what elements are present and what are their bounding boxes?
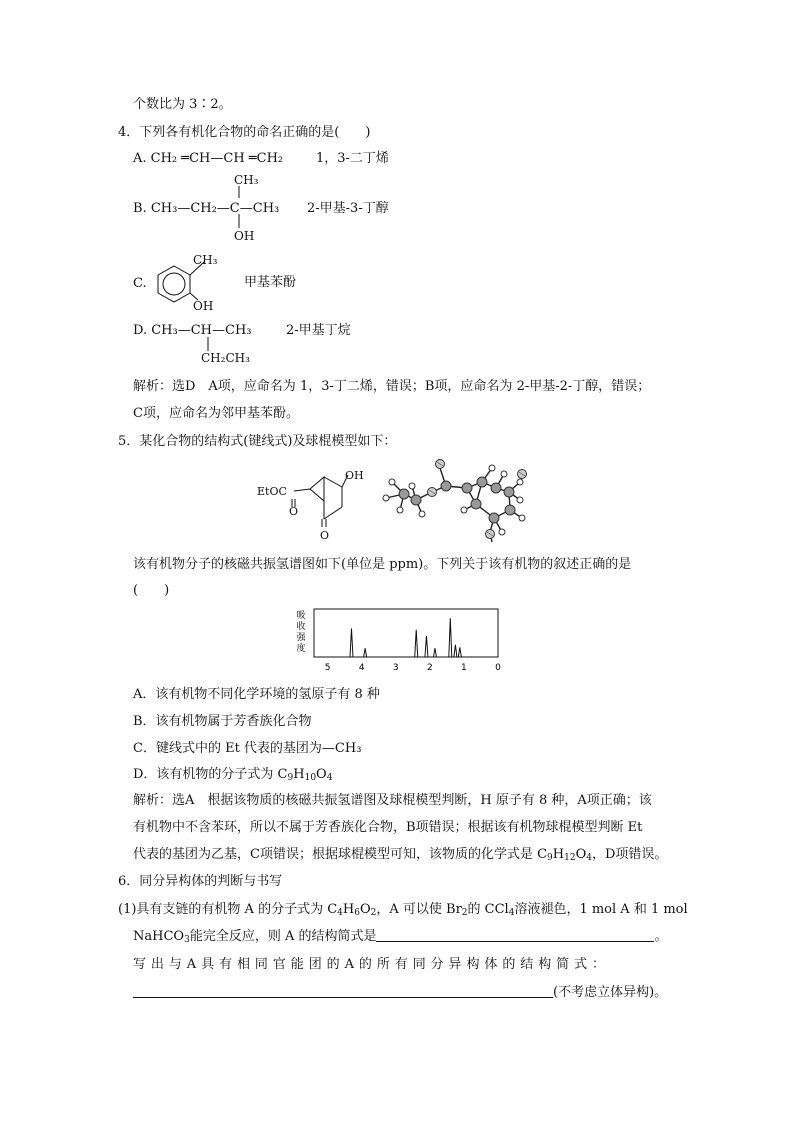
option-d-bond (205, 337, 211, 351)
q6-part-2: 写 出 与 A 具 有 相 同 官 能 团 的 A 的 所 有 同 分 异 构 体 的 结 构 简 式 ： (133, 957, 606, 972)
option-a-name: 1，3-二丁烯 (316, 151, 389, 166)
option-b-structure: B. CH₃—CH₂—C—CH₃ (133, 201, 280, 216)
y-label-char: 收 (296, 622, 306, 632)
q6-part-3: (不考虑立体异构)。 (133, 984, 667, 1001)
nmr-peak-2 (415, 630, 418, 657)
nmr-spectrum-chart (292, 608, 504, 672)
option-b-ch3-top: CH₃ (234, 173, 259, 187)
ketone-o-label: O (320, 529, 330, 542)
etooc-label: EtOC (257, 485, 287, 498)
q5-stem-2: ( ) (133, 583, 170, 598)
ball-and-stick-model (372, 452, 552, 547)
x-tick-label: 0 (495, 663, 501, 672)
text-line: 个数比为 3∶2。 (133, 97, 232, 112)
x-tick-label: 4 (358, 663, 365, 672)
option-d-ch2ch3: CH₂CH₃ (201, 351, 250, 365)
nmr-peak-1 (364, 648, 367, 657)
q4-explanation-1: 解析：选D A项，应命名为 1，3-丁二烯，错误；B项，应命名为 2-甲基-2-丁醇，错误； (133, 379, 651, 394)
q5-explanation-1: 解析：选A 根据该物质的核磁共振氢谱图及球棍模型判断，H 原子有 8 种，A项正确；该 (133, 793, 652, 808)
q5-option-c: C．键线式中的 Et 代表的基团为—CH₃ (133, 741, 362, 756)
option-c-oh: OH (193, 299, 214, 313)
q6-part-1-line-2: NaHCO$_3$能完全反应，则 A 的结构简式是 。 (133, 929, 668, 945)
question-4: 4．下列各有机化合物的命名正确的是( ) (118, 125, 371, 140)
option-c-label: C. (133, 276, 147, 291)
q5-stem-1: 该有机物分子的核磁共振氢谱图如下(单位是 ppm)。下列关于该有机物的叙述正确的是 (133, 557, 632, 572)
q5-explanation-3: 代表的基团为乙基，C项错误；根据球棍模型可知，该物质的化学式是 $C_9H_{12}O_4$，D项错误。 (133, 847, 668, 863)
option-d-name: 2-甲基丁烷 (286, 323, 351, 338)
nmr-peak-0 (350, 628, 353, 657)
question-5: 5．某化合物的结构式(键线式)及球棍模型如下： (118, 434, 397, 449)
question-6: 6．同分异构体的判断与书写 (118, 874, 283, 889)
option-b-name: 2-甲基-3-丁醇 (307, 201, 389, 216)
q4-explanation-2: C项，应命名为邻甲基苯酚。 (133, 406, 299, 421)
ester-o-label: O (289, 505, 299, 518)
y-label-char: 吸 (296, 611, 306, 621)
y-label-char: 度 (296, 644, 306, 654)
q5-option-a: A．该有机物不同化学环境的氢原子有 8 种 (133, 687, 380, 702)
option-b-oh: OH (234, 229, 255, 243)
answer-blank-2[interactable] (133, 984, 553, 998)
option-c-ch3: CH₃ (193, 253, 218, 267)
q5-option-d: D．该有机物的分子式为 $C_9H_{10}O_4$ (133, 767, 333, 783)
q6-part-1-line-1: (1)具有支链的有机物 A 的分子式为 $C_4H_6O_2$，A 可以使 $Br_2$的 CCl$_4$溶液褪色，1 mol A 和 1 mol (118, 902, 688, 918)
nmr-peak-5 (449, 618, 452, 657)
nmr-peak-7 (458, 647, 461, 657)
x-tick-label: 3 (392, 663, 399, 672)
x-tick-label: 1 (461, 663, 467, 672)
y-axis-label (296, 610, 306, 654)
option-a-structure: A. CH₂ ═CH—CH ═CH₂ (133, 151, 284, 166)
nmr-peak-4 (433, 648, 436, 657)
q5-explanation-2: 有机物中不含苯环，所以不属于芳香族化合物，B项错误；根据该有机物球棍模型判断 Et (133, 820, 643, 835)
x-tick-label: 2 (426, 663, 433, 672)
option-d-structure: D. CH₃—CH—CH₃ (133, 323, 252, 338)
answer-blank-1[interactable] (376, 928, 654, 942)
nmr-peak-6 (454, 645, 457, 657)
option-c-name: 甲基苯酚 (244, 275, 297, 290)
y-label-char: 强 (296, 633, 306, 643)
chart-frame (314, 609, 498, 657)
oh-label: OH (345, 469, 364, 482)
nmr-peak-3 (425, 636, 428, 657)
option-c-benzene-ring (150, 252, 230, 314)
q5-option-b: B．该有机物属于芳香族化合物 (133, 714, 312, 729)
x-tick-label: 5 (324, 663, 331, 672)
